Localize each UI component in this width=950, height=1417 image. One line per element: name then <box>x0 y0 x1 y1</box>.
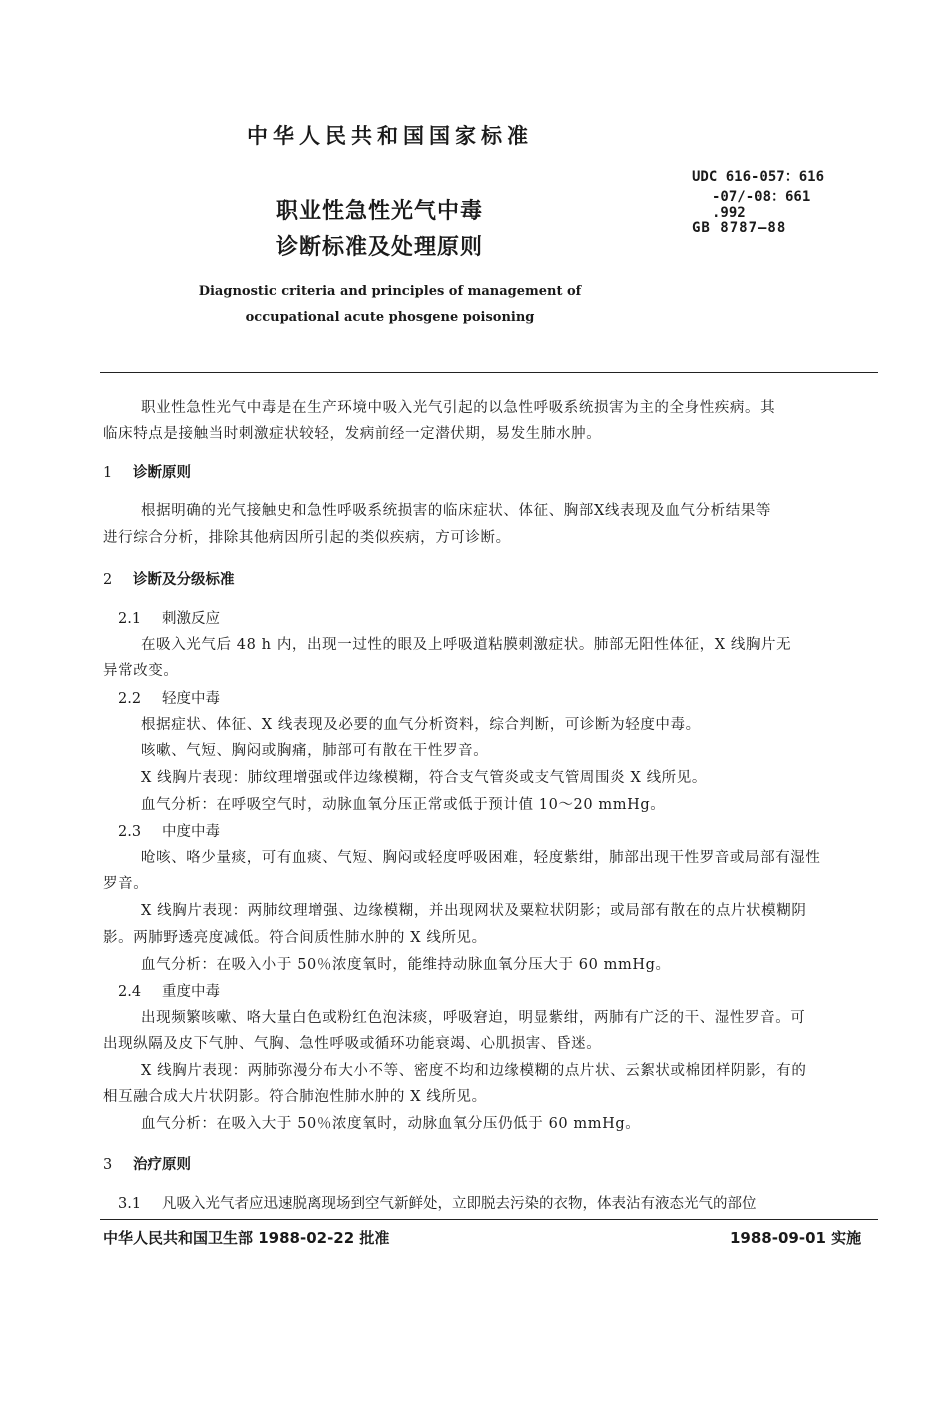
approval-statement: 中华人民共和国卫生部 1988-02-22 批准 <box>103 1229 390 1247</box>
section-1-line-2: 进行综合分析，排除其他病因所引起的类似疾病，方可诊断。 <box>103 530 511 546</box>
subsection-2-4-para-1-line-2: 出现纵隔及皮下气肿、气胸、急性呼吸或循环功能衰竭、心肌损害、昏迷。 <box>103 1036 602 1052</box>
english-title-line-1: Diagnostic criteria and principles of management of <box>198 284 582 299</box>
subsection-2-4-para-2-line-2: 相互融合成大片状阴影。符合肺泡性肺水肿的 X 线所见。 <box>103 1089 487 1105</box>
subsection-2-3-para-1-line-1: 呛咳、咯少量痰，可有血痰、气短、胸闷或轻度呼吸困难，轻度紫绀，肺部出现干性罗音或局部有湿性 <box>141 850 821 866</box>
subsection-2-1-number: 2.1 <box>118 611 142 627</box>
subsection-2-2-para-1: 根据症状、体征、X 线表现及必要的血气分析资料，综合判断，可诊断为轻度中毒。 <box>141 717 701 733</box>
subsection-2-3-number: 2.3 <box>118 824 142 840</box>
subsection-2-1-heading <box>118 607 220 628</box>
footer-divider <box>100 1219 878 1220</box>
subsection-2-1-line-2: 异常改变。 <box>103 663 179 679</box>
intro-line-2: 临床特点是接触当时刺激症状较轻，发病前经一定潜伏期，易发生肺水肿。 <box>103 426 602 442</box>
subsection-2-2-heading <box>118 687 220 708</box>
header-divider <box>100 372 878 373</box>
subsection-2-1-title: 刺激反应 <box>162 611 220 627</box>
document-title-line-1: 职业性急性光气中毒 <box>276 198 484 224</box>
document-title-line-2: 诊断标准及处理原则 <box>276 234 484 260</box>
subsection-2-4-para-3: 血气分析：在吸入大于 50％浓度氧时，动脉血氧分压仍低于 60 mmHg。 <box>141 1116 641 1132</box>
udc-code-line-2: -07/-08：661 <box>712 189 811 205</box>
subsection-2-2-para-3: X 线胸片表现：肺纹理增强或伴边缘模糊，符合支气管炎或支气管周围炎 X 线所见。 <box>141 770 707 786</box>
section-2-number: 2 <box>103 572 113 588</box>
section-3-heading <box>103 1153 191 1174</box>
subsection-3-1-line <box>118 1192 757 1213</box>
udc-code-line-1: UDC 616-057：616 <box>692 169 825 185</box>
section-2-title: 诊断及分级标准 <box>133 572 235 588</box>
subsection-2-4-para-1-line-1: 出现频繁咳嗽、咯大量白色或粉红色泡沫痰，呼吸窘迫，明显紫绀，两肺有广泛的干、湿性罗音。可 <box>141 1010 806 1026</box>
subsection-2-3-para-2-line-2: 影。两肺野透亮度减低。符合间质性肺水肿的 X 线所见。 <box>103 930 487 946</box>
subsection-2-1-line-1: 在吸入光气后 48 h 内，出现一过性的眼及上呼吸道粘膜刺激症状。肺部无阳性体征，X 线胸片无 <box>141 637 792 653</box>
subsection-2-2-para-4: 血气分析：在呼吸空气时，动脉血氧分压正常或低于预计值 10～20 mmHg。 <box>141 797 666 813</box>
udc-code-line-3: .992 <box>712 205 746 221</box>
section-1-line-1: 根据明确的光气接触史和急性呼吸系统损害的临床症状、体征、胸部X线表现及血气分析结果等 <box>141 503 772 519</box>
subsection-2-4-title: 重度中毒 <box>162 984 220 1000</box>
intro-line-1: 职业性急性光气中毒是在生产环境中吸入光气引起的以急性呼吸系统损害为主的全身性疾病。其 <box>141 400 776 416</box>
gb-code: GB 8787—88 <box>692 220 787 236</box>
subsection-2-2-title: 轻度中毒 <box>162 691 220 707</box>
section-3-number: 3 <box>103 1157 113 1173</box>
english-title-line-2: occupational acute phosgene poisoning <box>245 310 535 325</box>
standard-type-heading: 中华人民共和国国家标准 <box>247 124 533 148</box>
section-1-title: 诊断原则 <box>133 465 191 481</box>
section-1-number: 1 <box>103 465 113 481</box>
subsection-2-4-para-2-line-1: X 线胸片表现：两肺弥漫分布大小不等、密度不均和边缘模糊的点片状、云絮状或棉团样阴影，有的 <box>141 1063 807 1079</box>
subsection-2-3-para-3: 血气分析：在吸入小于 50％浓度氧时，能维持动脉血氧分压大于 60 mmHg。 <box>141 957 671 973</box>
subsection-2-3-para-2-line-1: X 线胸片表现：两肺纹理增强、边缘模糊，并出现网状及粟粒状阴影；或局部有散在的点片状模糊阴 <box>141 903 807 919</box>
subsection-2-3-heading <box>118 820 220 841</box>
subsection-2-2-number: 2.2 <box>118 691 142 707</box>
subsection-3-1-line-1: 凡吸入光气者应迅速脱离现场到空气新鲜处，立即脱去污染的衣物，体表沾有液态光气的部位 <box>162 1196 757 1212</box>
subsection-2-4-heading <box>118 980 220 1001</box>
section-3-title: 治疗原则 <box>133 1157 191 1173</box>
subsection-2-2-para-2: 咳嗽、气短、胸闷或胸痛，肺部可有散在干性罗音。 <box>141 743 489 759</box>
subsection-2-4-number: 2.4 <box>118 984 142 1000</box>
subsection-2-3-title: 中度中毒 <box>162 824 220 840</box>
section-1-heading <box>103 461 191 482</box>
subsection-3-1-number: 3.1 <box>118 1196 142 1212</box>
effective-date: 1988-09-01 实施 <box>730 1229 862 1247</box>
subsection-2-3-para-1-line-2: 罗音。 <box>103 876 149 892</box>
section-2-heading <box>103 568 235 589</box>
